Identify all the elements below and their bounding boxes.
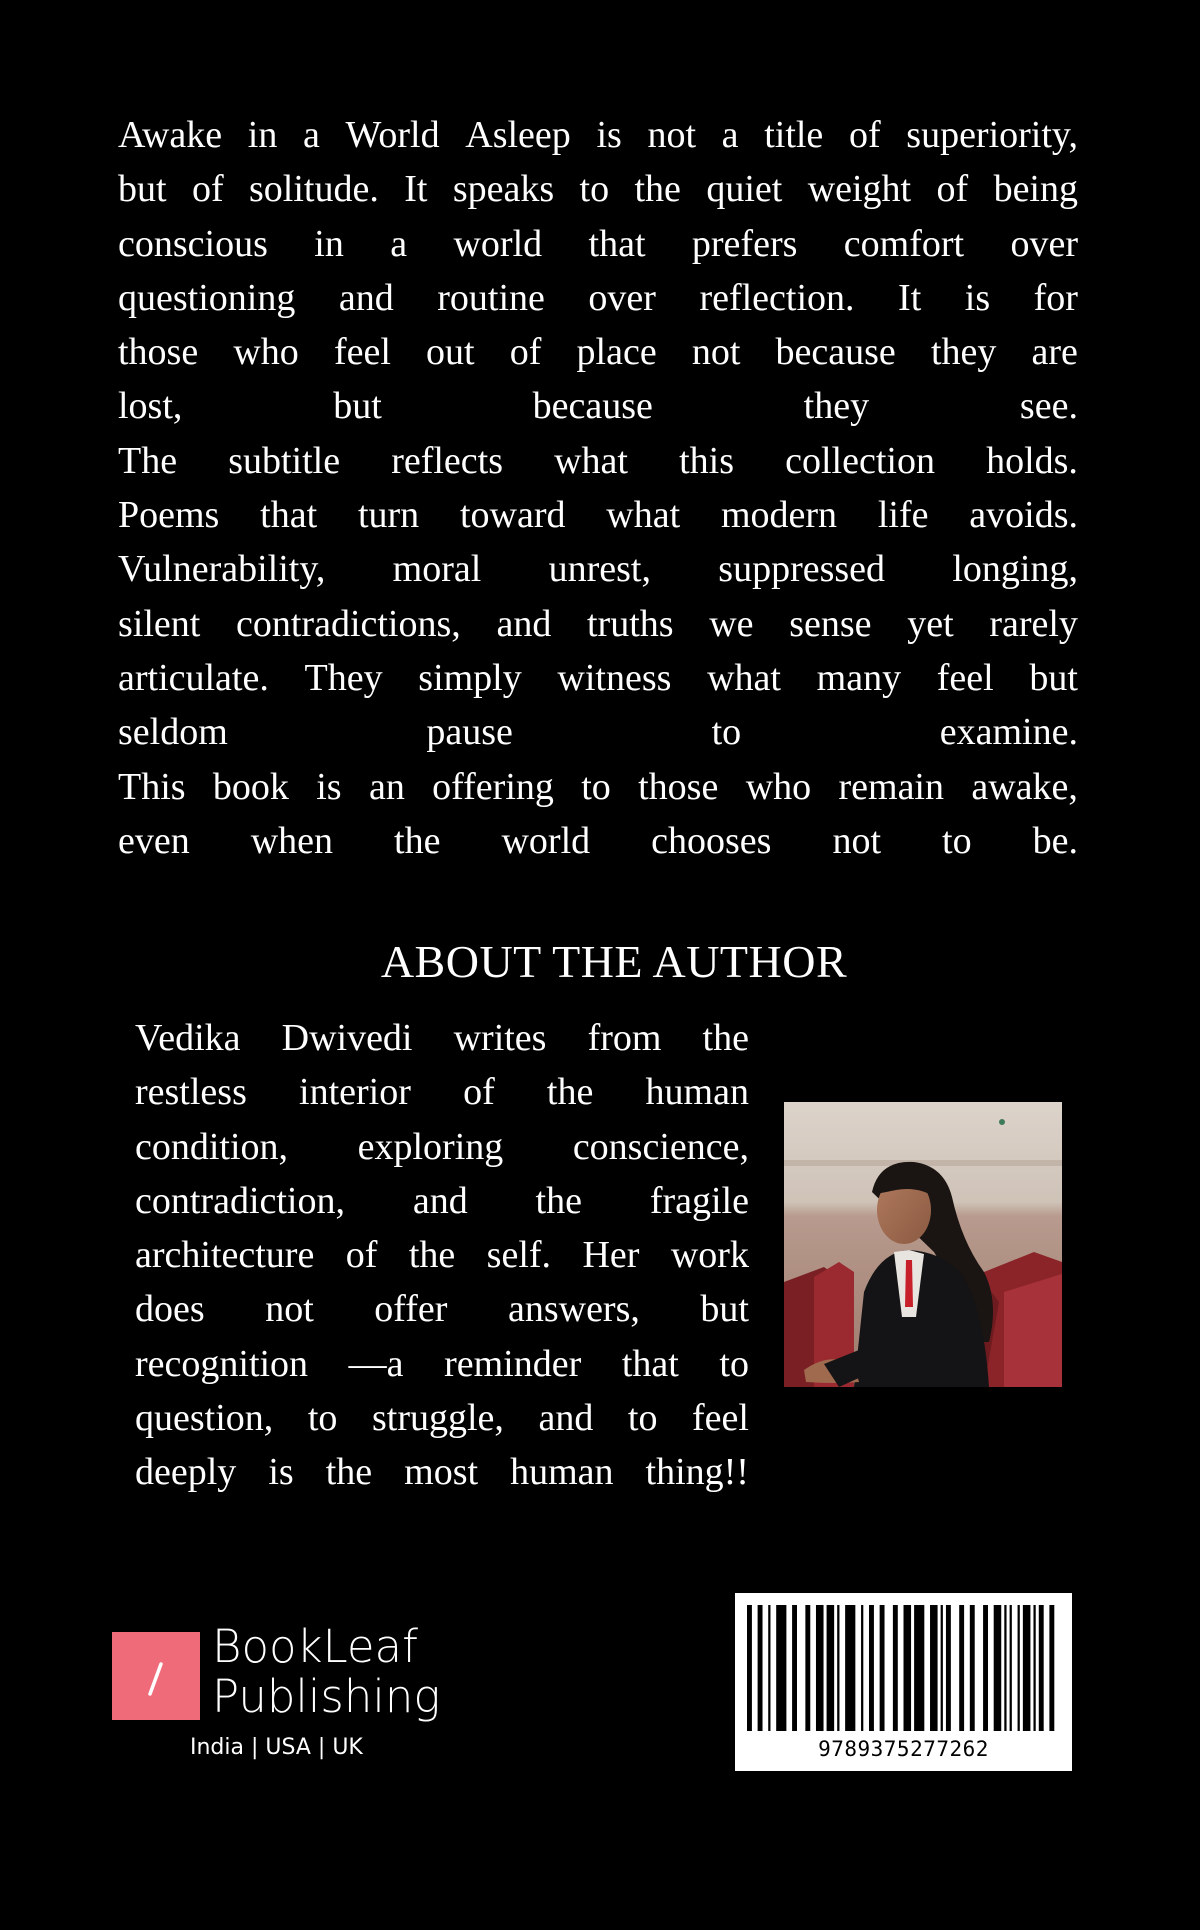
blurb-word: being — [993, 168, 1078, 211]
blurb-word: speaks — [452, 168, 555, 211]
bio-word: the — [535, 1179, 582, 1222]
barcode-bar — [914, 1605, 924, 1731]
logo-slash-icon — [112, 1632, 200, 1720]
blurb-word: the — [634, 168, 681, 211]
blurb-word: is — [596, 114, 622, 156]
blurb-word: silent — [118, 602, 201, 645]
blurb-word: when — [250, 819, 334, 862]
blurb-word: remain — [838, 765, 944, 808]
blurb-word: comfort — [843, 222, 965, 265]
blurb-word: reflects — [391, 439, 503, 482]
bio-line — [135, 1174, 749, 1228]
bio-word: of — [345, 1234, 378, 1277]
blurb-word: who — [233, 331, 299, 374]
blurb-word: an — [368, 765, 405, 808]
bio-word: and — [538, 1397, 594, 1440]
bio-word: to — [307, 1397, 338, 1440]
blurb-word: out — [426, 331, 475, 374]
author-bio — [135, 1011, 749, 1500]
blurb-word: feel — [936, 656, 994, 699]
blurb-word: The — [118, 439, 178, 482]
blurb-word: for — [1033, 276, 1078, 319]
bio-line — [135, 1282, 749, 1336]
blurb-word: to — [942, 819, 972, 862]
blurb-word: because — [532, 385, 653, 428]
blurb-word: of — [848, 114, 881, 156]
bio-word: that — [621, 1342, 679, 1385]
barcode-bar — [805, 1605, 810, 1731]
blurb-word: and — [338, 276, 394, 319]
barcode-bar — [930, 1605, 938, 1731]
barcode-bar — [861, 1605, 863, 1731]
blurb-word: witness — [557, 656, 672, 699]
blurb-word: be. — [1032, 819, 1078, 862]
blurb-word: even — [118, 819, 190, 862]
blurb-text — [118, 108, 1078, 868]
blurb-word: They — [304, 656, 383, 699]
barcode-bar — [983, 1605, 988, 1731]
blurb-word: is — [316, 765, 342, 808]
blurb-word: reflection. — [699, 276, 855, 319]
bio-word: does — [135, 1288, 205, 1331]
blurb-word: This — [118, 765, 186, 808]
blurb-word: collection — [785, 439, 935, 482]
bio-word: to — [627, 1397, 658, 1440]
blurb-word: articulate. — [118, 656, 269, 699]
blurb-line — [118, 542, 1078, 596]
blurb-word: examine. — [939, 711, 1078, 754]
isbn-number: 9789375277262 — [818, 1737, 989, 1761]
barcode-bar — [747, 1605, 752, 1731]
blurb-line — [118, 760, 1078, 814]
bio-word: thing!! — [645, 1451, 749, 1494]
blurb-word: but — [118, 168, 167, 211]
blurb-word: and — [496, 602, 552, 645]
blurb-word: seldom — [118, 711, 228, 754]
barcode-bar — [776, 1605, 786, 1731]
bio-word: the — [702, 1017, 749, 1059]
bio-word: work — [670, 1234, 749, 1277]
barcode-bar — [959, 1605, 964, 1731]
blurb-line — [118, 162, 1078, 216]
bio-line — [135, 1445, 749, 1499]
blurb-word: longing, — [952, 548, 1078, 591]
bio-word: fragile — [649, 1179, 749, 1222]
blurb-word: world — [501, 819, 591, 862]
bio-line — [135, 1065, 749, 1119]
blurb-word: chooses — [651, 819, 772, 862]
barcode-bar — [970, 1605, 975, 1731]
bio-line — [135, 1011, 749, 1065]
blurb-word: moral — [392, 548, 482, 591]
blurb-word: suppressed — [718, 548, 886, 591]
blurb-word: life — [877, 494, 929, 537]
bio-line — [135, 1391, 749, 1445]
barcode-bar — [1023, 1605, 1031, 1731]
barcode-bar — [827, 1605, 835, 1731]
blurb-line — [118, 217, 1078, 271]
bio-word: architecture — [135, 1234, 315, 1277]
bio-line — [135, 1120, 749, 1174]
bio-word: writes — [453, 1017, 547, 1059]
barcode-icon — [735, 1593, 1072, 1771]
blurb-word: It — [898, 276, 922, 319]
bio-word: from — [587, 1017, 662, 1059]
bio-word: reminder — [444, 1342, 582, 1385]
blurb-word: routine — [437, 276, 545, 319]
blurb-word: because — [775, 331, 896, 374]
barcode-bar — [880, 1605, 885, 1731]
barcode-bar — [1018, 1605, 1020, 1731]
blurb-word: solitude. — [249, 168, 379, 211]
blurb-word: It — [404, 168, 428, 211]
blurb-word: title — [764, 114, 824, 156]
blurb-word: we — [709, 602, 754, 645]
barcode-bar — [837, 1605, 839, 1731]
blurb-word: toward — [459, 494, 566, 537]
blurb-word: a — [303, 114, 320, 156]
bio-word: is — [268, 1451, 294, 1494]
blurb-word: a — [390, 222, 408, 265]
bookleaf-logo-icon — [112, 1632, 200, 1720]
blurb-word: this — [679, 439, 734, 482]
bio-word: and — [412, 1179, 468, 1222]
about-heading: ABOUT THE AUTHOR — [380, 936, 848, 987]
bio-word: Vedika — [135, 1017, 241, 1059]
bio-word: answers, — [507, 1288, 640, 1331]
bio-word: deeply — [135, 1451, 237, 1494]
bio-word: interior — [299, 1071, 411, 1114]
blurb-word: World — [345, 114, 440, 156]
publisher-name-line1: BookLeaf — [212, 1620, 418, 1673]
blurb-word: that — [260, 494, 318, 537]
blurb-word: are — [1031, 331, 1078, 374]
blurb-word: to — [711, 711, 742, 754]
publisher-name — [212, 1622, 440, 1722]
bio-word: self. — [486, 1234, 552, 1277]
blurb-word: superiority, — [906, 114, 1078, 156]
bio-word: —a — [348, 1342, 404, 1385]
blurb-word: conscious — [118, 222, 268, 265]
bio-word: condition, — [135, 1125, 289, 1168]
blurb-word: they — [930, 331, 997, 374]
blurb-word: many — [816, 656, 902, 699]
publisher-regions: India | USA | UK — [190, 1735, 363, 1760]
bio-word: but — [700, 1288, 749, 1331]
blurb-word: over — [588, 276, 656, 319]
barcode-bar — [792, 1605, 797, 1731]
blurb-word: a — [721, 114, 739, 156]
blurb-word: Asleep — [465, 114, 571, 156]
blurb-word: what — [554, 439, 628, 482]
barcode-bar — [758, 1605, 763, 1731]
barcode-bar — [946, 1605, 951, 1731]
barcode-bar — [994, 1605, 1002, 1731]
bio-word: human — [645, 1071, 749, 1114]
blurb-word: questioning — [118, 276, 296, 319]
barcode-bar — [941, 1605, 943, 1731]
blurb-word: those — [638, 765, 719, 808]
barcode-bar — [768, 1605, 770, 1731]
bio-word: Her — [582, 1234, 640, 1277]
bio-word: struggle, — [371, 1397, 504, 1440]
bio-word: most — [404, 1451, 479, 1494]
blurb-word: over — [1010, 222, 1078, 265]
blurb-word: modern — [720, 494, 838, 537]
bio-word: the — [408, 1234, 456, 1277]
blurb-word: subtitle — [228, 439, 341, 482]
blurb-word: Awake — [118, 114, 223, 156]
blurb-word: book — [212, 765, 289, 808]
author-photo-image — [784, 1102, 1062, 1387]
blurb-word: is — [964, 276, 991, 319]
blurb-word: but — [1029, 656, 1078, 699]
blurb-word: Vulnerability, — [118, 548, 326, 591]
blurb-word: prefers — [691, 222, 798, 265]
blurb-word: world — [453, 222, 543, 265]
bio-word: of — [463, 1071, 495, 1114]
bio-word: contradiction, — [135, 1179, 345, 1222]
blurb-word: lost, — [118, 385, 183, 428]
blurb-word: offering — [432, 765, 554, 808]
blurb-word: see. — [1019, 385, 1078, 428]
blurb-line — [118, 814, 1078, 868]
blurb-word: yet — [907, 602, 954, 645]
blurb-word: that — [588, 222, 646, 265]
blurb-word: simply — [418, 656, 522, 699]
bio-word: human — [510, 1451, 614, 1494]
blurb-word: those — [118, 331, 199, 374]
blurb-word: what — [606, 494, 681, 537]
blurb-word: who — [745, 765, 812, 808]
blurb-line — [118, 597, 1078, 651]
blurb-line — [118, 488, 1078, 542]
blurb-line — [118, 434, 1078, 488]
barcode-bar — [1033, 1605, 1035, 1731]
author-photo — [784, 1102, 1062, 1387]
blurb-word: feel — [333, 331, 391, 374]
blurb-word: but — [333, 385, 382, 428]
blurb-word: not — [691, 331, 741, 374]
blurb-line — [118, 379, 1078, 433]
barcode-bar — [1010, 1605, 1012, 1731]
bio-word: exploring — [357, 1125, 504, 1168]
bio-word: recognition — [135, 1342, 309, 1385]
bio-word: conscience, — [572, 1125, 749, 1168]
bio-word: the — [325, 1451, 373, 1494]
blurb-line — [118, 651, 1078, 705]
blurb-word: pause — [426, 711, 513, 754]
blurb-line — [118, 325, 1078, 379]
barcode-bar — [904, 1605, 912, 1731]
blurb-word: of — [936, 168, 969, 211]
blurb-word: in — [247, 114, 278, 156]
blurb-word: turn — [357, 494, 420, 537]
blurb-word: what — [707, 656, 781, 699]
bio-word: not — [265, 1288, 314, 1331]
blurb-word: unrest, — [548, 548, 651, 591]
publisher-name-line2: Publishing — [212, 1670, 441, 1723]
blurb-word: weight — [807, 168, 912, 211]
blurb-word: in — [314, 222, 344, 265]
bio-word: the — [546, 1071, 594, 1114]
bio-word: to — [719, 1342, 749, 1385]
blurb-word: not — [832, 819, 882, 862]
blurb-word: contradictions, — [236, 602, 461, 645]
blurb-word: truths — [587, 602, 674, 645]
blurb-line — [118, 705, 1078, 759]
bio-word: restless — [135, 1071, 247, 1114]
blurb-line — [118, 271, 1078, 325]
bio-word: offer — [374, 1288, 448, 1331]
bio-word: feel — [692, 1397, 749, 1440]
blurb-word: holds. — [986, 439, 1078, 482]
blurb-word: the — [394, 819, 441, 862]
blurb-word: avoids. — [969, 494, 1078, 537]
barcode-bar — [869, 1605, 874, 1731]
blurb-word: quiet — [706, 168, 783, 211]
barcode-bar — [1004, 1605, 1006, 1731]
blurb-word: of — [509, 331, 542, 374]
blurb-word: Poems — [118, 494, 220, 537]
blurb-word: awake, — [971, 765, 1078, 808]
bio-word: question, — [135, 1397, 274, 1440]
blurb-word: not — [647, 114, 697, 156]
blurb-word: of — [191, 168, 224, 211]
barcode-bar — [816, 1605, 824, 1731]
bio-word: Dwivedi — [281, 1017, 413, 1059]
blurb-word: to — [581, 765, 611, 808]
blurb-line — [118, 108, 1078, 162]
barcode-bar — [1049, 1605, 1054, 1731]
barcode-bar — [845, 1605, 855, 1731]
bio-line — [135, 1337, 749, 1391]
barcode-bar — [1039, 1605, 1044, 1731]
barcode-bar — [893, 1605, 898, 1731]
blurb-word: sense — [789, 602, 872, 645]
blurb-word: rarely — [989, 602, 1078, 645]
blurb-word: they — [803, 385, 870, 428]
bio-line — [135, 1228, 749, 1282]
blurb-word: place — [576, 331, 657, 374]
blurb-word: to — [579, 168, 610, 211]
